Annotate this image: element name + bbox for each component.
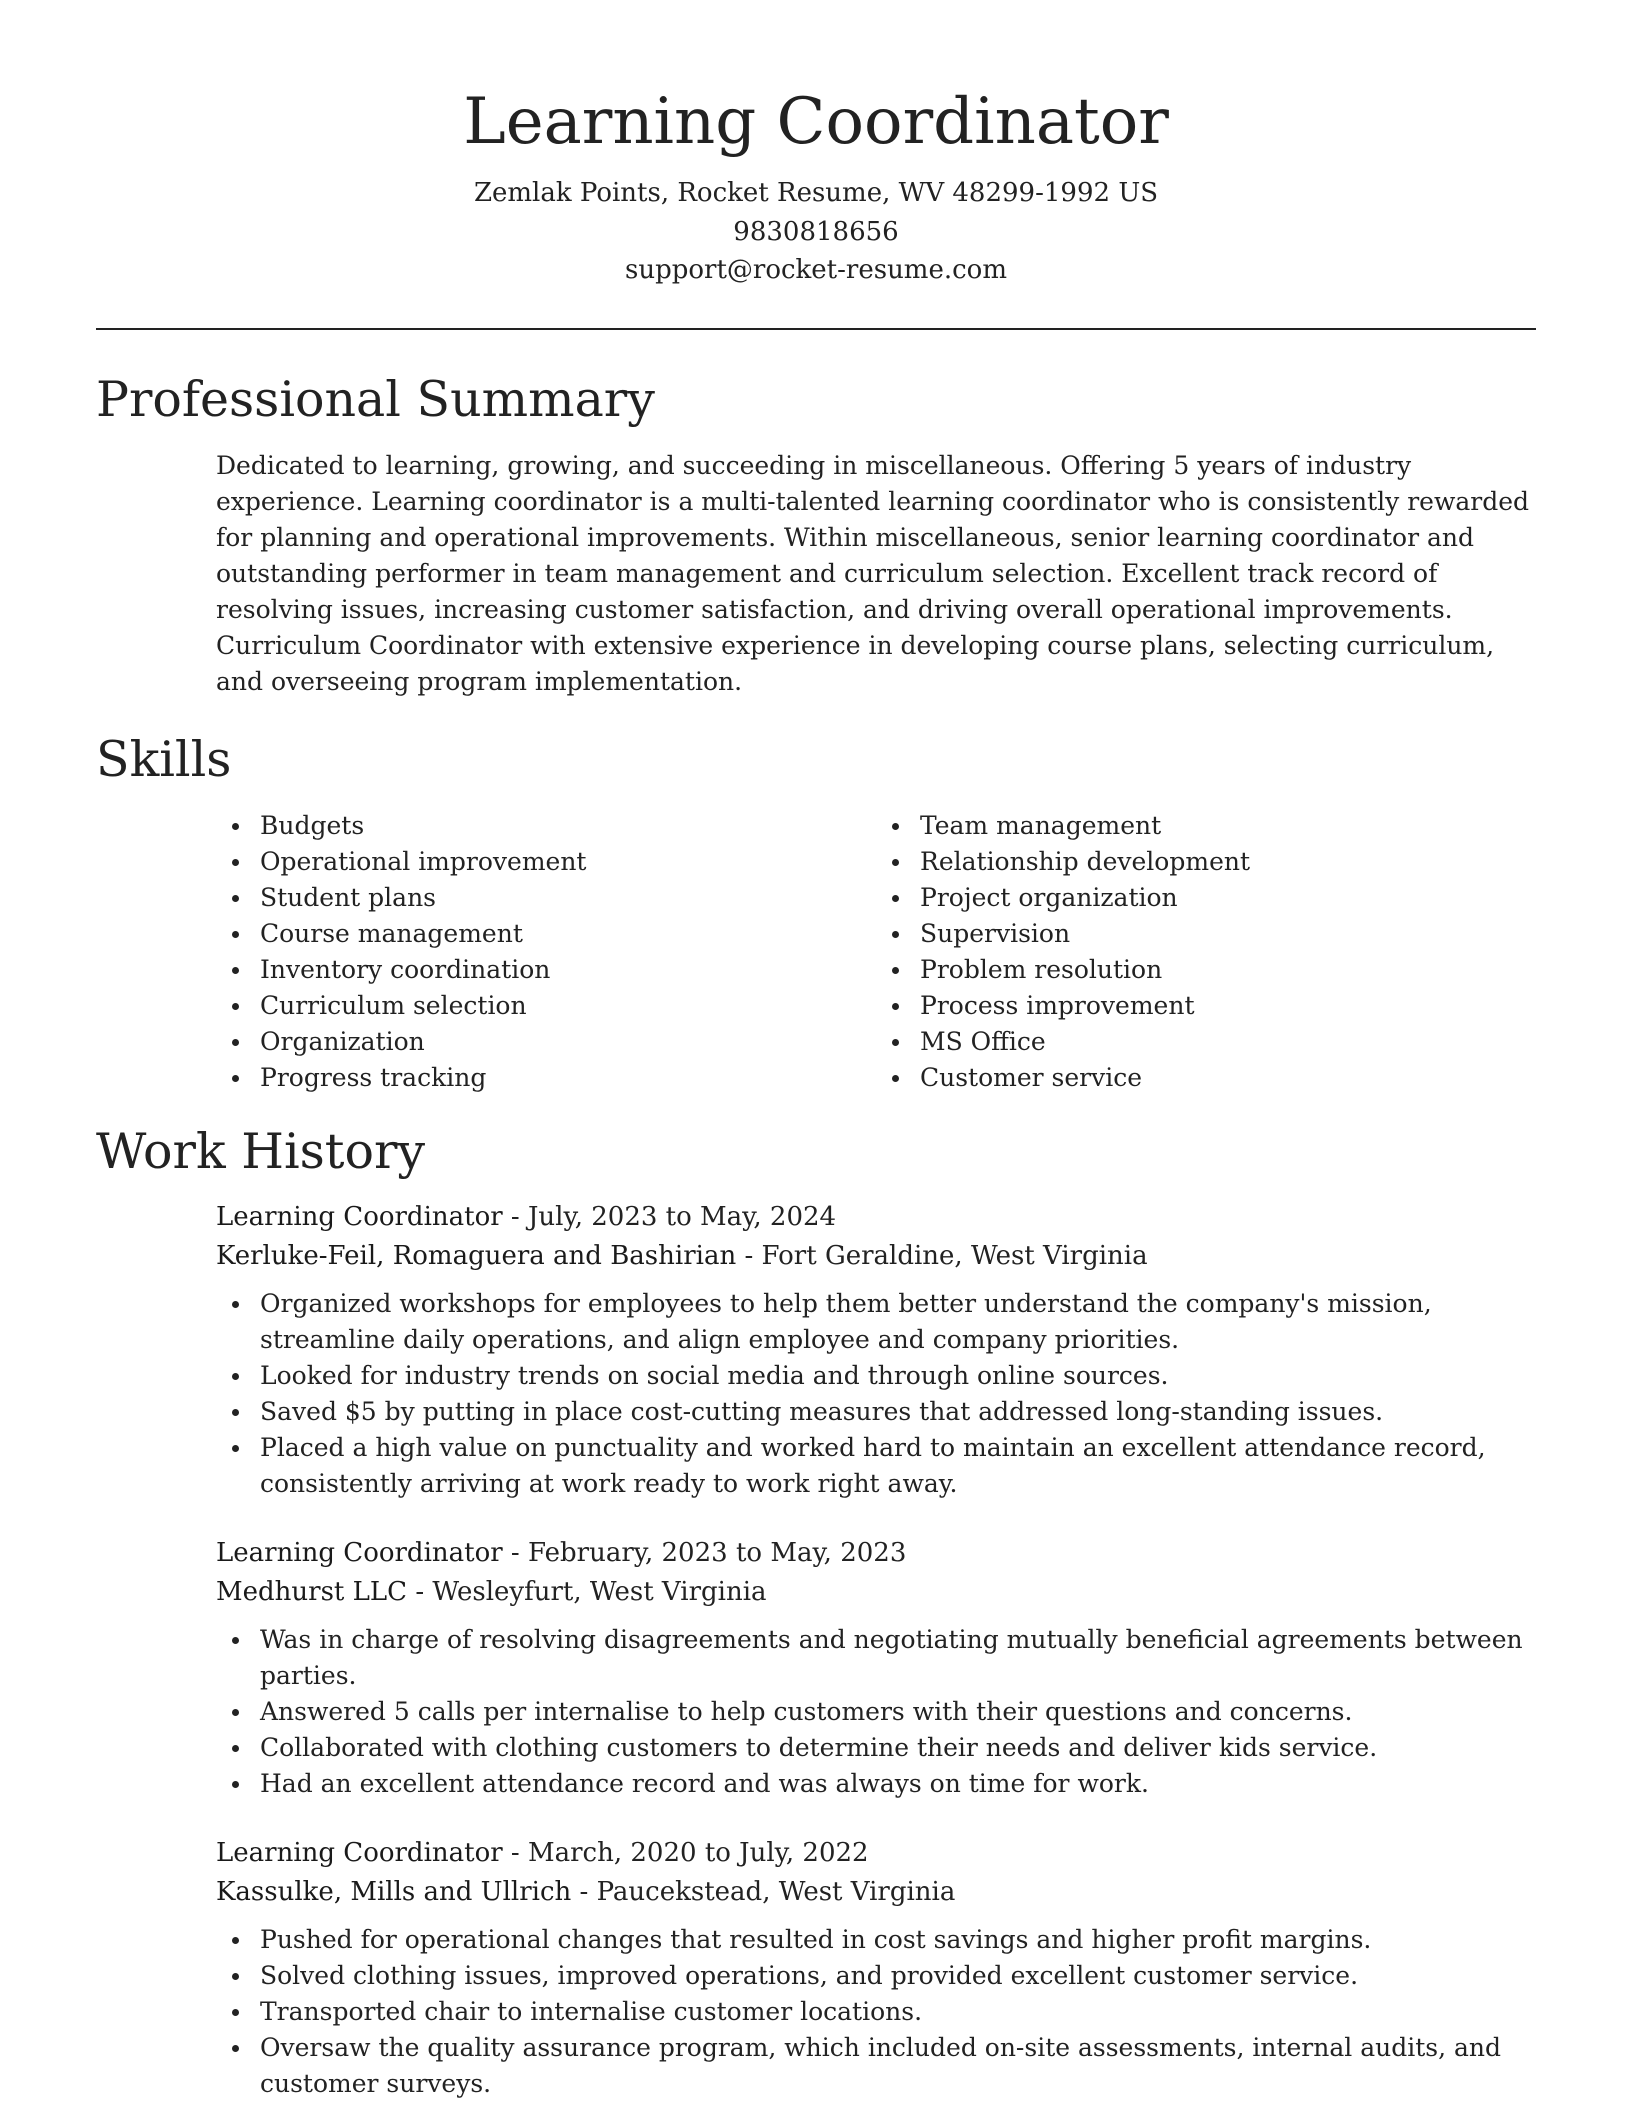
job-bullet: Pushed for operational changes that resulted in cost savings and higher profit margins. [260,1922,1536,1958]
skill-item: Course management [260,916,876,952]
header-divider [96,328,1536,330]
job-location: Fort Geraldine, West Virginia [761,1240,1148,1271]
job-entry [216,1534,1536,1802]
contact-phone: 9830818656 [733,216,899,247]
separator: - [502,1537,528,1568]
job-bullet: Placed a high value on punctuality and worked hard to maintain an excellent attendance record, consistently arriving at work ready to work right away. [260,1430,1536,1502]
skill-item: Relationship development [920,844,1536,880]
separator: - [502,1837,528,1868]
skills-column-left [216,808,876,1096]
work-history-heading: Work History [96,1122,426,1180]
job-title-line [216,1198,1536,1237]
contact-address: Zemlak Points, Rocket Resume, WV 48299-1992 US [473,178,1159,208]
job-dates: March, 2020 to July, 2022 [528,1837,869,1868]
company-name: Kerluke-Feil, Romaguera and Bashirian [216,1240,737,1271]
job-bullet: Solved clothing issues, improved operations, and provided excellent customer service. [260,1958,1536,1994]
summary-section [96,370,1536,700]
job-title: Learning Coordinator [216,1837,503,1868]
job-bullets [216,1922,1536,2102]
skill-item: Problem resolution [920,952,1536,988]
job-bullet: Collaborated with clothing customers to determine their needs and deliver kids service. [260,1730,1536,1766]
contact-email: support@rocket-resume.com [624,255,1007,285]
job-bullet: Transported chair to internalise customer locations. [260,1994,1536,2030]
job-dates: July, 2023 to May, 2024 [528,1201,837,1232]
company-name: Medhurst LLC [216,1576,408,1607]
candidate-name: Learning Coordinator [463,85,1169,159]
job-bullet: Organized workshops for employees to help them better understand the company's mission, streamline daily operations, and align employee and company priorities. [260,1286,1536,1358]
skill-item: Progress tracking [260,1060,876,1096]
skill-item: Curriculum selection [260,988,876,1024]
job-title-line [216,1534,1536,1573]
job-bullet: Had an excellent attendance record and was always on time for work. [260,1766,1536,1802]
job-location: Paucekstead, West Virginia [596,1876,956,1907]
skill-item: Operational improvement [260,844,876,880]
work-history-section [96,1122,1536,2102]
job-bullet: Was in charge of resolving disagreements and negotiating mutually beneficial agreements between parties. [260,1622,1536,1694]
skills-grid [216,808,1536,1096]
job-title-line [216,1834,1536,1873]
skill-item: Inventory coordination [260,952,876,988]
skills-heading: Skills [96,730,232,788]
summary-heading: Professional Summary [96,370,655,428]
job-bullet: Saved $5 by putting in place cost-cutting measures that addressed long-standing issues. [260,1394,1536,1430]
job-title: Learning Coordinator [216,1537,503,1568]
resume-header [96,0,1536,290]
job-entry [216,1834,1536,2102]
skill-item: Supervision [920,916,1536,952]
skills-column-right [876,808,1536,1096]
job-bullets [216,1622,1536,1802]
job-title: Learning Coordinator [216,1201,503,1232]
skills-section [96,730,1536,1096]
job-entry [216,1198,1536,1502]
job-dates: February, 2023 to May, 2023 [528,1537,907,1568]
job-bullet: Oversaw the quality assurance program, which included on-site assessments, internal audits, and customer surveys. [260,2030,1536,2102]
separator: - [407,1576,433,1607]
skill-item: Student plans [260,880,876,916]
skill-item: Budgets [260,808,876,844]
separator: - [736,1240,762,1271]
contact-info [96,174,1536,290]
skill-item: Customer service [920,1060,1536,1096]
separator: - [571,1876,597,1907]
skill-item: Team management [920,808,1536,844]
skill-item: Organization [260,1024,876,1060]
skill-item: Project organization [920,880,1536,916]
job-location: Wesleyfurt, West Virginia [432,1576,767,1607]
job-company-line [216,1873,1536,1912]
skill-item: MS Office [920,1024,1536,1060]
job-company-line [216,1237,1536,1276]
job-bullets [216,1286,1536,1502]
job-company-line [216,1573,1536,1612]
job-bullet: Looked for industry trends on social media and through online sources. [260,1358,1536,1394]
job-bullet: Answered 5 calls per internalise to help customers with their questions and concerns. [260,1694,1536,1730]
summary-text: Dedicated to learning, growing, and succeeding in miscellaneous. Offering 5 years of industry experience. Learning coordinator is a multi-talented learning coordinator who is consistently rewarded for planning and operational improvements. Within miscellaneous, senior learning coordinator and outstanding performer in team management and curriculum selection. Excellent track record of resolving issues, increasing customer satisfaction, and driving overall operational improvements. Curriculum Coordinator with extensive experience in developing course plans, selecting curriculum, and overseeing program implementation. [216,450,1530,696]
separator: - [502,1201,528,1232]
company-name: Kassulke, Mills and Ullrich [216,1876,572,1907]
skill-item: Process improvement [920,988,1536,1024]
